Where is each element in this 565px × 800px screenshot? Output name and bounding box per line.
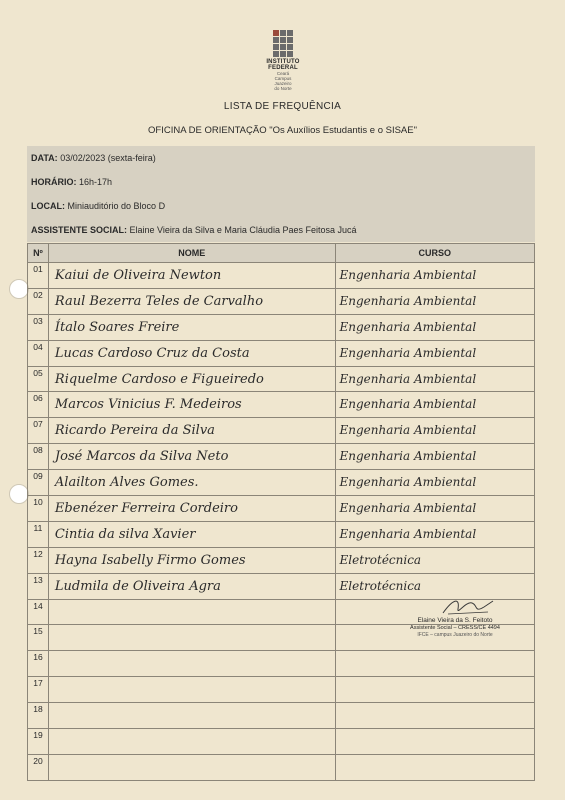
row-name-cell: [48, 314, 335, 340]
date-row: [27, 146, 535, 170]
row-course: Engenharia Ambiental: [339, 475, 477, 490]
social-worker-row: [27, 218, 535, 242]
row-course: Engenharia Ambiental: [339, 319, 477, 334]
logo-text-1: INSTITUTO: [266, 59, 300, 65]
logo-text-3: Ceará: [276, 71, 290, 76]
row-course-cell: [335, 754, 534, 780]
table-row: [28, 496, 535, 522]
row-name: Ebenézer Ferreira Cordeiro: [54, 501, 238, 517]
logo-text-6: do Norte: [274, 86, 292, 91]
row-name-cell: [48, 470, 335, 496]
row-name: Hayna Isabelly Firmo Gomes: [54, 552, 246, 568]
table-header-row: [28, 244, 535, 263]
handwritten-signature: [380, 595, 530, 617]
header-course: CURSO: [335, 244, 534, 263]
row-name-cell: [48, 677, 335, 703]
date-label: DATA:: [31, 153, 58, 163]
header-name: NOME: [48, 244, 335, 263]
row-course-cell: [335, 392, 534, 418]
row-name: Riquelme Cardoso e Figueiredo: [54, 371, 264, 387]
row-name-cell: [48, 754, 335, 780]
row-course: Engenharia Ambiental: [339, 397, 477, 412]
row-number-cell: 05: [28, 366, 49, 392]
row-course: Engenharia Ambiental: [339, 371, 477, 386]
stamp-place: IFCE – campus Juazeiro do Norte: [417, 632, 493, 638]
row-name-cell: [48, 496, 335, 522]
row-course: Engenharia Ambiental: [339, 501, 477, 516]
table-row: [28, 651, 535, 677]
row-number-cell: 11: [28, 521, 49, 547]
row-name: Cintia da silva Xavier: [54, 526, 196, 542]
row-course-cell: [335, 288, 534, 314]
row-number-cell: 14: [28, 599, 49, 625]
row-number-cell: 19: [28, 729, 49, 755]
logo-text-4: Campus: [274, 76, 292, 81]
row-name: Ricardo Pereira da Silva: [54, 423, 215, 439]
table-row: [28, 392, 535, 418]
table-row: [28, 340, 535, 366]
row-course-cell: [335, 470, 534, 496]
row-number-cell: 03: [28, 314, 49, 340]
row-number-cell: 16: [28, 651, 49, 677]
row-number-cell: 17: [28, 677, 49, 703]
table-row: [28, 418, 535, 444]
signature-stamp: [380, 595, 530, 639]
social-worker-label: ASSISTENTE SOCIAL:: [31, 225, 128, 235]
row-number-cell: 15: [28, 625, 49, 651]
row-number-cell: 01: [28, 263, 49, 289]
row-course-cell: [335, 496, 534, 522]
attendance-table: [27, 243, 535, 781]
logo-text-2: FEDERAL: [268, 65, 298, 71]
row-course-cell: [335, 263, 534, 289]
logo-text-5: Juazeiro: [274, 81, 292, 86]
table-row: [28, 263, 535, 289]
row-name: Ludmila de Oliveira Agra: [54, 578, 221, 594]
table-row: [28, 314, 535, 340]
time-row: [27, 170, 535, 194]
row-course: Engenharia Ambiental: [339, 293, 477, 308]
row-name-cell: [48, 547, 335, 573]
row-number-cell: 10: [28, 496, 49, 522]
location-value: Miniauditório do Bloco D: [67, 201, 166, 211]
time-value: 16h-17h: [79, 177, 113, 187]
row-number-cell: 02: [28, 288, 49, 314]
stamp-name: Elaine Vieira da S. Feitoto: [417, 617, 493, 624]
table-row: [28, 470, 535, 496]
row-course: Engenharia Ambiental: [339, 526, 477, 541]
row-number-cell: 06: [28, 392, 49, 418]
location-row: [27, 194, 535, 218]
row-course-cell: [335, 677, 534, 703]
table-row: [28, 521, 535, 547]
row-name: Kaiui de Oliveira Newton: [54, 268, 222, 283]
row-course: Engenharia Ambiental: [339, 268, 477, 282]
row-name: Alailton Alves Gomes.: [54, 475, 199, 491]
table-row: [28, 366, 535, 392]
row-name-cell: [48, 573, 335, 599]
row-name-cell: [48, 625, 335, 651]
table-row: [28, 677, 535, 703]
row-name: José Marcos da Silva Neto: [54, 449, 229, 465]
date-value: 03/02/2023 (sexta-feira): [60, 153, 156, 163]
row-name-cell: [48, 263, 335, 289]
row-name-cell: [48, 418, 335, 444]
row-number-cell: 20: [28, 754, 49, 780]
row-name-cell: [48, 729, 335, 755]
row-name-cell: [48, 444, 335, 470]
row-course-cell: [335, 547, 534, 573]
row-course-cell: [335, 729, 534, 755]
table-row: [28, 703, 535, 729]
header-number: Nº: [28, 244, 49, 263]
row-number-cell: 04: [28, 340, 49, 366]
table-row: [28, 547, 535, 573]
row-number-cell: 08: [28, 444, 49, 470]
row-name-cell: [48, 366, 335, 392]
institute-logo: [265, 30, 301, 91]
row-name-cell: [48, 599, 335, 625]
social-worker-value: Elaine Vieira da Silva e Maria Cláudia Paes Feitosa Jucá: [129, 225, 357, 235]
row-course-cell: [335, 314, 534, 340]
location-label: LOCAL:: [31, 201, 65, 211]
row-course-cell: [335, 521, 534, 547]
row-number-cell: 09: [28, 470, 49, 496]
row-course-cell: [335, 703, 534, 729]
stamp-role: Assistente Social – CRESS/CE 4494: [410, 625, 500, 631]
punch-hole-bottom: [9, 484, 29, 504]
row-course-cell: [335, 418, 534, 444]
time-label: HORÁRIO:: [31, 177, 77, 187]
document-title: LISTA DE FREQUÊNCIA: [223, 101, 342, 112]
row-name: Marcos Vinicius F. Medeiros: [54, 397, 242, 413]
table-row: [28, 729, 535, 755]
row-name: Raul Bezerra Teles de Carvalho: [54, 293, 264, 309]
row-name-cell: [48, 340, 335, 366]
table-row: [28, 444, 535, 470]
row-number-cell: 13: [28, 573, 49, 599]
table-row: [28, 754, 535, 780]
row-course-cell: [335, 366, 534, 392]
row-course: Eletrotécnica: [339, 578, 422, 593]
row-course-cell: [335, 444, 534, 470]
row-course: Eletrotécnica: [339, 552, 422, 567]
row-name: Ítalo Soares Freire: [54, 319, 180, 335]
row-name-cell: [48, 703, 335, 729]
row-name-cell: [48, 521, 335, 547]
row-name: Lucas Cardoso Cruz da Costa: [54, 345, 250, 361]
row-name-cell: [48, 651, 335, 677]
row-course: Engenharia Ambiental: [339, 423, 477, 438]
row-name-cell: [48, 392, 335, 418]
row-course-cell: [335, 651, 534, 677]
event-info: [27, 146, 535, 242]
document-subtitle: OFICINA DE ORIENTAÇÃO "Os Auxílios Estudantis e o SISAE": [148, 125, 417, 136]
row-number-cell: 07: [28, 418, 49, 444]
logo-icon: [273, 30, 293, 57]
row-number-cell: 18: [28, 703, 49, 729]
row-course-cell: [335, 340, 534, 366]
row-name-cell: [48, 288, 335, 314]
row-course: Engenharia Ambiental: [339, 345, 477, 360]
row-number-cell: 12: [28, 547, 49, 573]
table-row: [28, 288, 535, 314]
punch-hole-top: [9, 279, 29, 299]
row-course: Engenharia Ambiental: [339, 449, 477, 464]
